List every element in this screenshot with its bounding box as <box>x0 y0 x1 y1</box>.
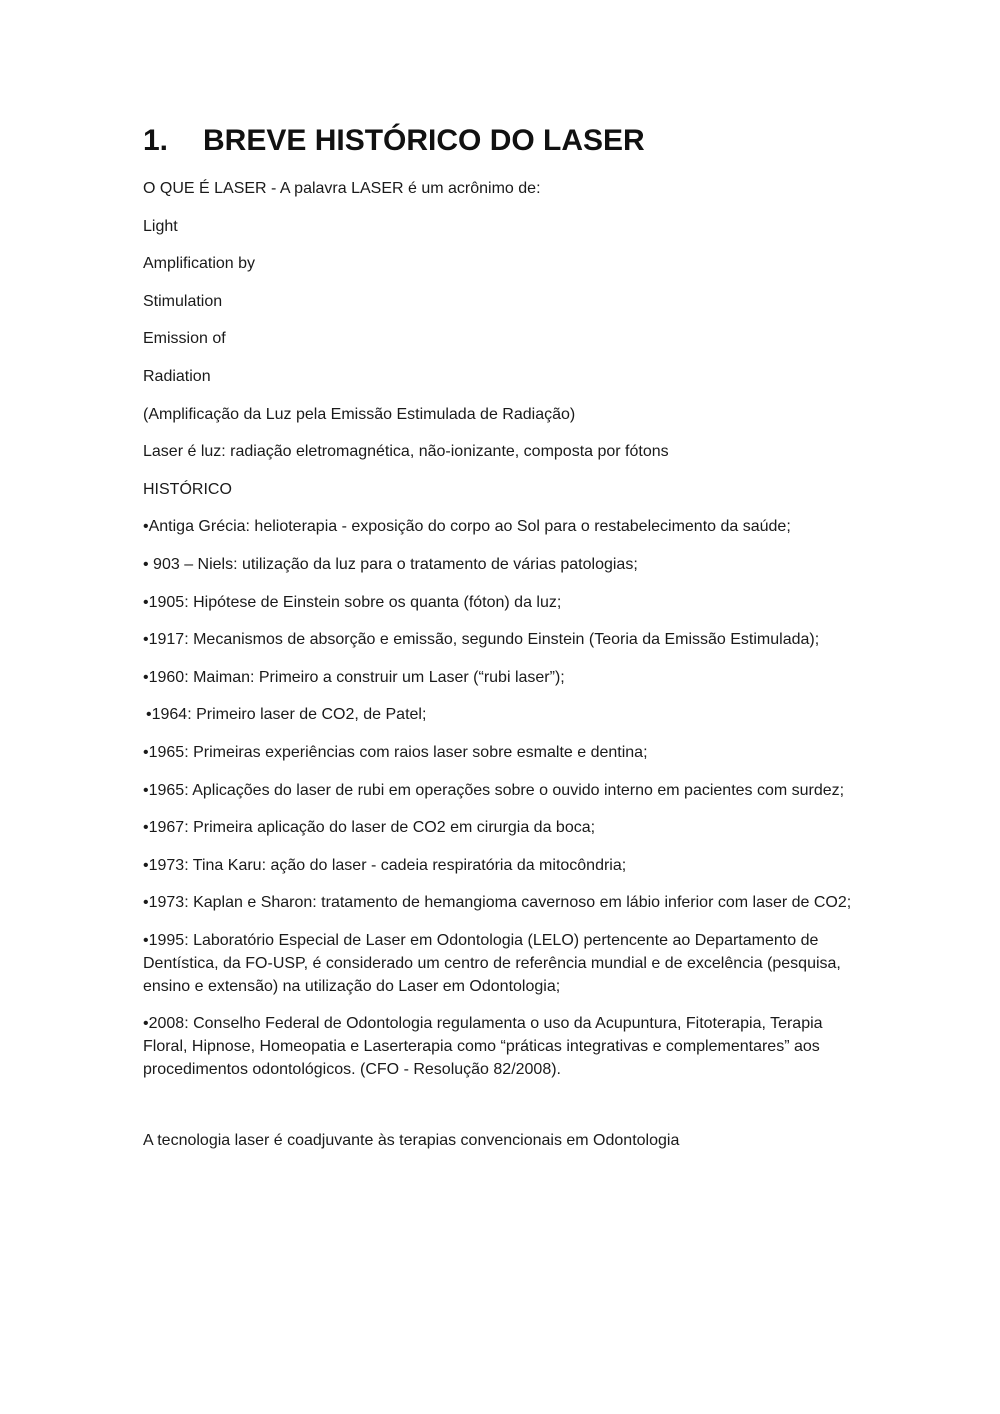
section-title: BREVE HISTÓRICO DO LASER <box>203 124 645 157</box>
history-item: •1965: Aplicações do laser de rubi em operações sobre o ouvido interno em pacientes com surdez; <box>143 781 845 799</box>
acronym-line-radiation: Radiation <box>143 367 211 385</box>
history-item: •1905: Hipótese de Einstein sobre os quanta (fóton) da luz; <box>143 593 562 611</box>
document-page <box>143 122 863 1167</box>
history-item: • 903 – Niels: utilização da luz para o tratamento de várias patologias; <box>143 555 638 573</box>
history-heading: HISTÓRICO <box>143 480 232 498</box>
section-number: 1. <box>143 124 169 157</box>
acronym-line-amplification: Amplification by <box>143 255 256 273</box>
acronym-line-stimulation: Stimulation <box>143 292 223 310</box>
history-item: •1964: Primeiro laser de CO2, de Patel; <box>146 706 427 724</box>
acronym-line-light: Light <box>143 217 178 235</box>
definition-paragraph: Laser é luz: radiação eletromagnética, não-ionizante, composta por fótons <box>143 443 669 461</box>
translation-paragraph: (Amplificação da Luz pela Emissão Estimulada de Radiação) <box>143 405 576 423</box>
history-item: •1960: Maiman: Primeiro a construir um Laser (“rubi laser”); <box>143 668 565 686</box>
history-item: •1965: Primeiras experiências com raios laser sobre esmalte e dentina; <box>143 743 648 761</box>
history-item: •1967: Primeira aplicação do laser de CO2 em cirurgia da boca; <box>143 819 596 837</box>
history-item: •Antiga Grécia: helioterapia - exposição do corpo ao Sol para o restabelecimento da saúde; <box>143 518 791 536</box>
acronym-line-emission: Emission of <box>143 330 226 348</box>
history-item: •1995: Laboratório Especial de Laser em Odontologia (LELO) pertencente ao Departamento de Dentística, da FO-USP, é considerado um centro de referência mundial e de excelência (pesquisa, ensino e extensão) na utilização do Laser em Odontologia; <box>143 931 841 995</box>
section-heading <box>143 122 863 160</box>
closing-paragraph: A tecnologia laser é coadjuvante às terapias convencionais em Odontologia <box>143 1132 680 1150</box>
intro-paragraph: O QUE É LASER - A palavra LASER é um acrônimo de: <box>143 180 541 197</box>
history-item: •1973: Kaplan e Sharon: tratamento de hemangioma cavernoso em lábio inferior com laser de CO2; <box>143 894 852 912</box>
history-item: •1917: Mecanismos de absorção e emissão, segundo Einstein (Teoria da Emissão Estimulada); <box>143 631 820 649</box>
history-item: •1973: Tina Karu: ação do laser - cadeia respiratória da mitocôndria; <box>143 856 627 874</box>
history-item: •2008: Conselho Federal de Odontologia regulamenta o uso da Acupuntura, Fitoterapia, Terapia Floral, Hipnose, Homeopatia e Laserterapia como “práticas integrativas e complementares” aos procedimentos odontológicos. (CFO - Resolução 82/2008). <box>143 1015 823 1079</box>
